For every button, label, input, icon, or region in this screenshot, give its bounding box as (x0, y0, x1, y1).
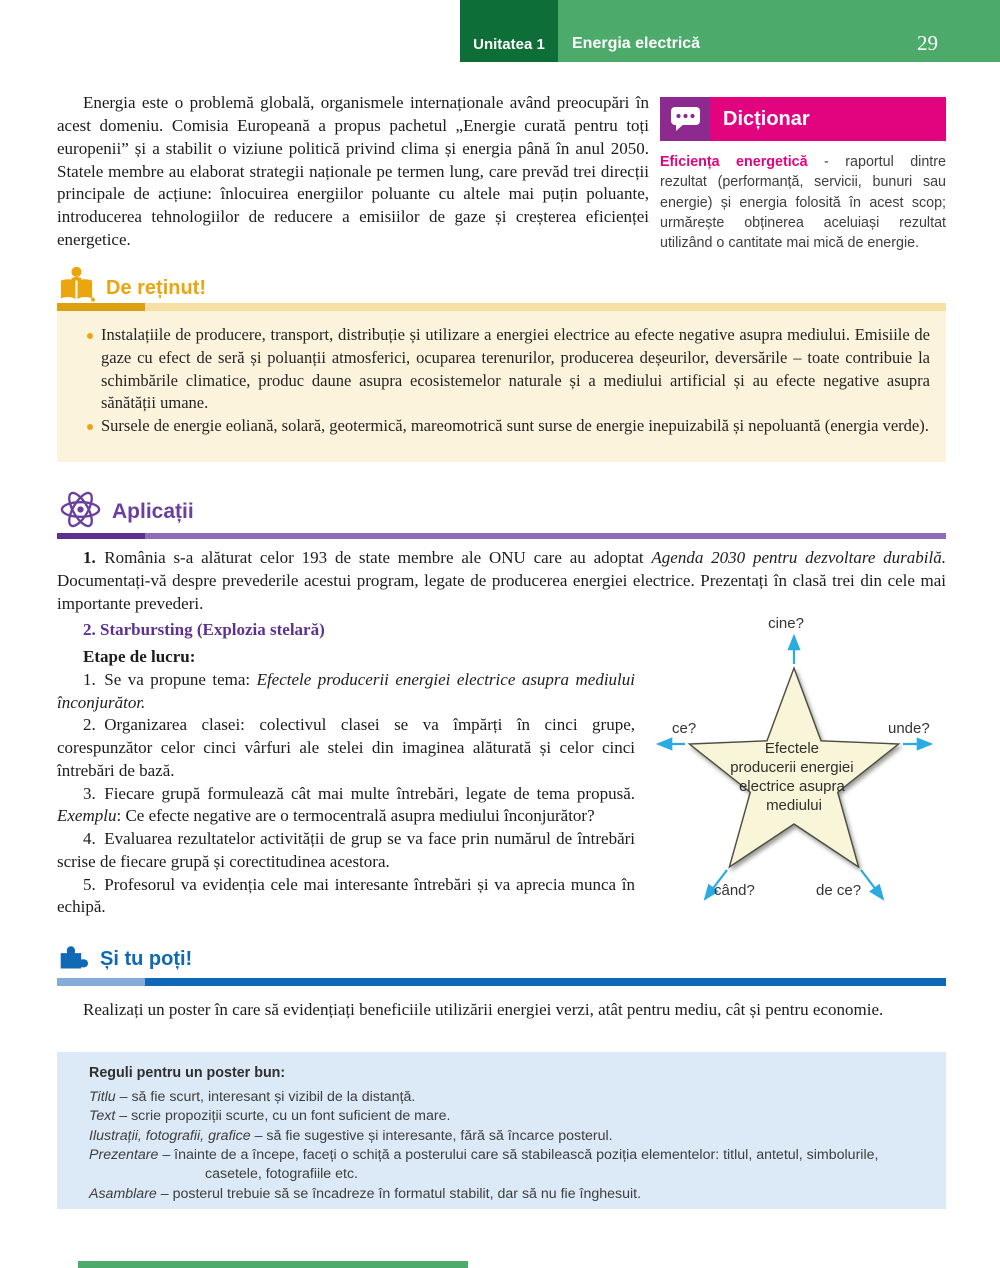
rule-lead: Prezentare (89, 1146, 159, 1163)
item-text: România s-a alăturat celor 193 de state membre ale ONU care au adoptat (95, 548, 652, 567)
youcan-task (57, 998, 946, 1021)
poster-rule-ilustratii (89, 1127, 928, 1146)
rule-lead: Text (89, 1108, 116, 1125)
dictionary-entry (660, 152, 946, 253)
step-3 (57, 783, 635, 829)
footer-accent-strip (78, 1261, 468, 1268)
divider-track (145, 978, 946, 986)
puzzle-piece-icon (58, 942, 89, 976)
rule-lead: Titlu (89, 1089, 116, 1105)
step-text: 2. Organizarea clasei: colectivul clasei se va împărți în cinci grupe, corespunzător celor cinci vârfuri ale stelei din imaginea alăturată și celor cinci întrebări de bază. (57, 715, 635, 780)
application-item-2-title: 2. Starbursting (Explozia stelară) (83, 620, 325, 640)
step-text: 3. Fiecare grupă formulează cât mai multe întrebări, legate de tema propusă. (83, 783, 635, 803)
divider-accent (57, 533, 145, 539)
rule-lead: Asamblare (89, 1185, 157, 1202)
speech-bubble-icon (660, 97, 710, 141)
remember-bullet: Instalațiile de producere, transport, distribuție și utilizare a energiei electrice au efecte negative asupra mediului. Emisiile de gaze cu efect de seră și poluanții atmosferici, ocuparea terenurilor, producerea deșeurilor, deversările – toate contribuie la schimbările climatice, produc daune asupra ecosistemelor naturale și a mediului artificial și au efecte negative asupra sănătății umane. (87, 324, 930, 415)
item-number: 1. (83, 548, 96, 567)
item-italic-text: Agenda 2030 pentru dezvoltare durabilă. (651, 548, 946, 567)
poster-rules-title: Reguli pentru un poster bun: (89, 1065, 286, 1081)
intro-section (57, 92, 649, 252)
star-line-2: producerii energiei (730, 759, 854, 776)
dictionary-term: Eficiența energetică (660, 154, 808, 170)
page-number: 29 (917, 31, 938, 55)
star-line-3: electrice asupra (738, 778, 845, 795)
remember-box (57, 311, 946, 462)
poster-rule-titlu (89, 1088, 928, 1107)
rule-lead: Ilustrații, fotografii, grafice (89, 1127, 251, 1144)
unit-label: Unitatea 1 (473, 36, 545, 53)
applications-title: Aplicații (112, 500, 194, 523)
step-text: 5. Profesorul va evidenția cele mai interesante întrebări și va aprecia munca în echipă. (57, 874, 635, 917)
step-2 (57, 714, 635, 782)
poster-rule-asamblare (89, 1185, 928, 1204)
rule-text: – posterul trebuie să se încadreze în formatul stabilit, dar să nu fie înghesuit. (156, 1185, 642, 1202)
step-italic-text: Exemplu (57, 806, 117, 826)
poster-rule-prezentare (89, 1146, 928, 1185)
step-italic-text: Efectele producerii energiei electrice asupra mediului înconjurător. (57, 669, 635, 712)
work-steps (57, 669, 635, 919)
youcan-paragraph: Realizați un poster în care să evidențiați beneficiile utilizării energiei verzi, atât pentru mediu, cât și pentru economie. (83, 1000, 884, 1019)
atom-icon (58, 487, 103, 537)
dictionary-panel (660, 97, 946, 253)
item-text: Documentați-vă despre prevederile acestui program, legate de producerea energiei electrice. Prezentați în clasă trei din cele mai importante prevederi. (57, 570, 946, 613)
remember-bullet: Sursele de energie eoliană, solară, geotermică, mareomotrică sunt surse de energie inepuizabilă și nepoluantă (energia verde). (87, 415, 930, 438)
intro-paragraph: Energia este o problemă globală, organismele internaționale având preocupări în acest domeniu. Comisia Europeană a propus pachetul „Energie curată pentru toți europenii” și a stabilit o viziune politică privind clima și energia până în anul 2050. Statele membre au elaborat strategii naționale pe termen lung, care prevăd trei direcții principale de acțiune: înlocuirea energiilor poluante cu altele mai puțin poluante, introducerea tehnologiilor de reducere a emisiilor de gaze și creșterea eficienței energetice. (57, 93, 649, 250)
dictionary-header (660, 97, 946, 141)
rule-text: – înainte de a începe, faceți o schiță a posterului care să stabilească poziția elementelor: titlul, antetul, simbolurile, casetele, fotografiile etc. (158, 1146, 879, 1183)
dictionary-title-bar (710, 97, 946, 141)
dictionary-definition: - raportul dintre rezultat (performanță, servicii, bunuri sau energie) și energia folosită în acest scop; urmărește obținerea aceluiași rezultat utilizând o cantitate mai mică de energie. (660, 154, 946, 252)
applications-divider (57, 533, 946, 539)
step-5 (57, 874, 635, 920)
star-label-bottom-right: de ce? (816, 882, 862, 899)
unit-badge (460, 0, 558, 62)
starbursting-diagram (648, 612, 1000, 914)
steps-label: Etape de lucru: (83, 647, 196, 667)
divider-track (145, 303, 946, 311)
star-label-bottom-left: când? (714, 882, 755, 899)
chapter-title: Energia electrică (572, 35, 701, 52)
poster-rules-box (57, 1052, 946, 1209)
remember-title: De reținut! (106, 276, 206, 299)
divider-track (145, 533, 946, 539)
youcan-title: Și tu poți! (100, 947, 193, 970)
applications-heading (58, 487, 194, 537)
rule-text: – scrie propoziții scurte, cu un font suficient de mare. (115, 1108, 451, 1125)
star-label-right: unde? (888, 720, 930, 737)
star-label-top: cine? (768, 615, 804, 632)
youcan-divider (57, 978, 946, 986)
dictionary-title: Dicționar (723, 107, 810, 130)
star-line-1: Efectele (764, 740, 820, 757)
star-line-4: mediului (766, 797, 822, 814)
application-item-1 (57, 547, 946, 615)
divider-accent (57, 978, 145, 986)
star-label-left: ce? (672, 720, 697, 737)
rule-text: – să fie scurt, interesant și vizibil de la distanță. (115, 1089, 416, 1105)
step-text: 1. Se va propune tema: (83, 669, 257, 689)
poster-rule-text (89, 1107, 928, 1126)
step-text: 4. Evaluarea rezultatelor activității de grup se va face prin numărul de întrebări scrise de fiecare grupă și corectitudinea acestora. (57, 829, 635, 871)
step-4 (57, 828, 635, 874)
page-header (460, 0, 1000, 62)
youcan-heading (58, 942, 192, 976)
rule-text: – să fie sugestive și interesante, fără să încarce posterul. (250, 1127, 613, 1144)
step-1 (57, 669, 635, 715)
step-text: : Ce efecte negative are o termocentrală asupra mediului înconjurător? (116, 806, 595, 826)
remember-divider (57, 303, 946, 311)
divider-accent (57, 303, 145, 311)
